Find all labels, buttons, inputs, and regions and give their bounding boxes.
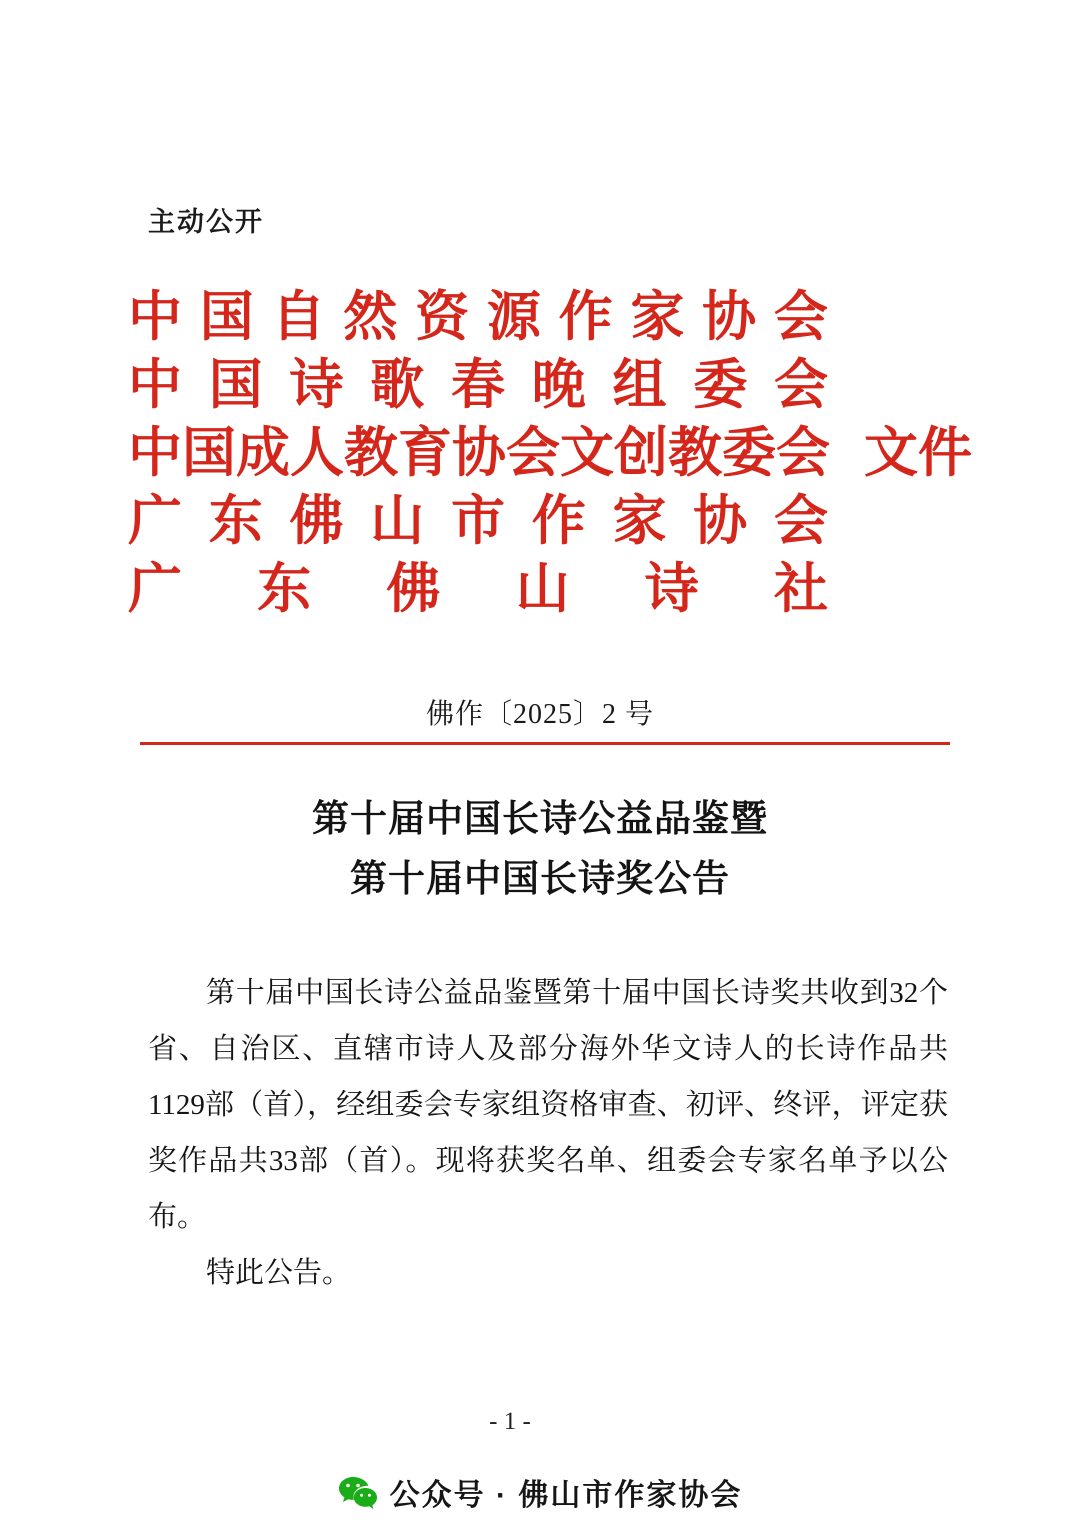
masthead-row — [128, 421, 972, 489]
page-number: - 1 - — [489, 1408, 531, 1435]
red-divider — [140, 742, 950, 745]
page-title-line-2: 第十届中国长诗奖公告 — [350, 859, 730, 900]
masthead-line-1: 中 国 自 然 资 源 作 家 协 会 — [128, 287, 828, 347]
masthead-row — [128, 285, 958, 353]
body-paragraph: 特此公告。 — [206, 1257, 352, 1289]
masthead-line-5: 广 东 佛 山 诗 社 — [128, 559, 828, 619]
document-number: 佛作〔2025〕2 号 — [425, 699, 654, 730]
footer-watermark — [0, 1470, 1080, 1514]
masthead-row — [128, 489, 958, 557]
body-text — [148, 965, 948, 1301]
masthead-line-2: 中 国 诗 歌 春 晚 组 委 会 — [128, 355, 828, 415]
masthead-line-3: 中 国 成 人 教 育 协 会 文 创 教 委 会 — [128, 423, 830, 483]
body-paragraph: 第十届中国长诗公益品鉴暨第十届中国长诗奖共收到32个省、自治区、直辖市诗人及部分海外华文诗人的长诗作品共1129部（首），经组委会专家组资格审查、初评、终评，评定获奖作品共33部（首）。现将获奖名单、组委会专家名单予以公布。 — [148, 977, 948, 1233]
masthead-line-4: 广 东 佛 山 市 作 家 协 会 — [128, 491, 828, 551]
wechat-icon — [338, 1475, 378, 1509]
page-title-line-1: 第十届中国长诗公益品鉴暨 — [312, 799, 768, 840]
footer-label: 公众号 · 佛山市作家协会 — [389, 1479, 743, 1512]
masthead-suffix: 文件 — [864, 423, 972, 483]
masthead-row — [128, 557, 958, 625]
masthead-row — [128, 353, 958, 421]
disclosure-label: 主动公开 — [148, 207, 264, 237]
page-title — [0, 790, 1080, 910]
masthead — [128, 285, 972, 625]
